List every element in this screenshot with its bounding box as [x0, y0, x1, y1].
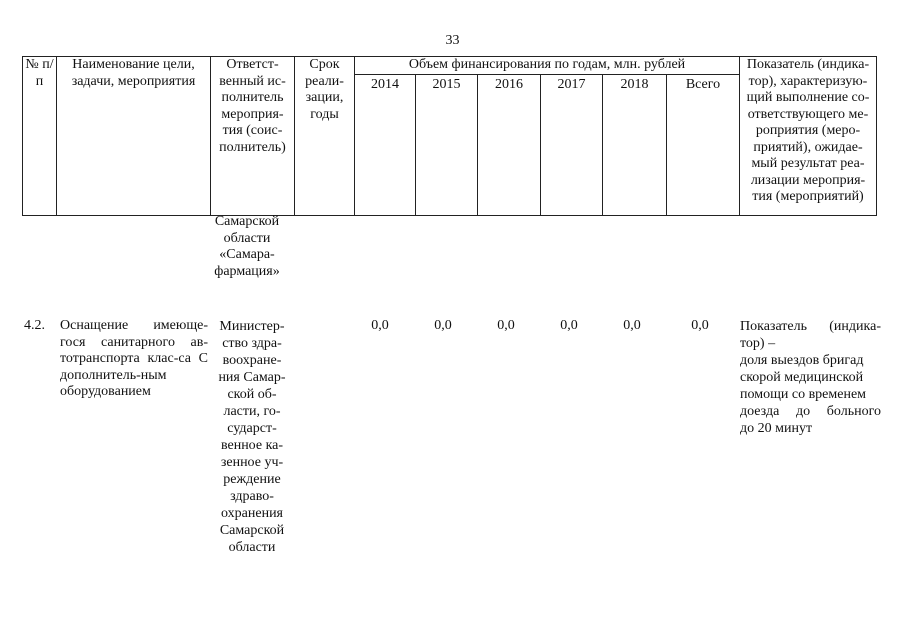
row-executor: Министер-ство здра-воохране-ния Самар-ской об-ласти, го-сударст-венное ка-зенное уч-реждение здраво-охранения Самарской области — [218, 319, 286, 555]
header-year-2016: 2016 — [478, 75, 541, 216]
value-2014: 0,0 — [371, 318, 389, 333]
value-total: 0,0 — [691, 318, 709, 333]
header-year-2014: 2014 — [355, 75, 416, 216]
header-year-2015: 2015 — [416, 75, 478, 216]
row-indicator — [740, 318, 881, 437]
row-name: Оснащение имеюще-гося санитарного ав-тотранспорта клас-са С дополнитель-ным оборудованием — [60, 318, 208, 399]
header-name: Наименование цели, задачи, мероприятия — [57, 57, 211, 216]
indicator-line: доля выездов бригад — [740, 353, 864, 368]
header-year-2017: 2017 — [541, 75, 603, 216]
header-total: Всего — [667, 75, 740, 216]
header-term: Срок реали-зации, годы — [295, 57, 355, 216]
continued-executor-text: Самарской области «Самара-фармация» — [214, 214, 280, 279]
indicator-line: тор) – — [740, 336, 776, 351]
header-num: № п/п — [23, 57, 57, 216]
indicator-line: Показатель (индика- — [740, 319, 881, 334]
row-number: 4.2. — [24, 318, 45, 333]
header-indicator: Показатель (индика-тор), характеризую-щий выполнение со-ответствующего ме-роприятия (меро-приятий), ожидае-мый результат реа-лизации мероприя-тия (мероприятий) — [740, 57, 877, 216]
value-2018: 0,0 — [623, 318, 641, 333]
value-2016: 0,0 — [497, 318, 515, 333]
value-2015: 0,0 — [434, 318, 452, 333]
header-year-2018: 2018 — [603, 75, 667, 216]
page-number: 33 — [445, 33, 460, 48]
header-financing: Объем финансирования по годам, млн. рублей — [355, 57, 740, 75]
header-executor: Ответст-венный ис-полнитель мероприя-тия (соис-полнитель) — [211, 57, 295, 216]
value-2017: 0,0 — [560, 318, 578, 333]
indicator-line: помощи со временем — [740, 387, 867, 402]
indicator-line: доезда до больного — [740, 404, 881, 419]
indicator-line: скорой медицинской — [740, 370, 864, 385]
indicator-line: до 20 минут — [740, 421, 813, 436]
program-table-header — [22, 56, 877, 216]
